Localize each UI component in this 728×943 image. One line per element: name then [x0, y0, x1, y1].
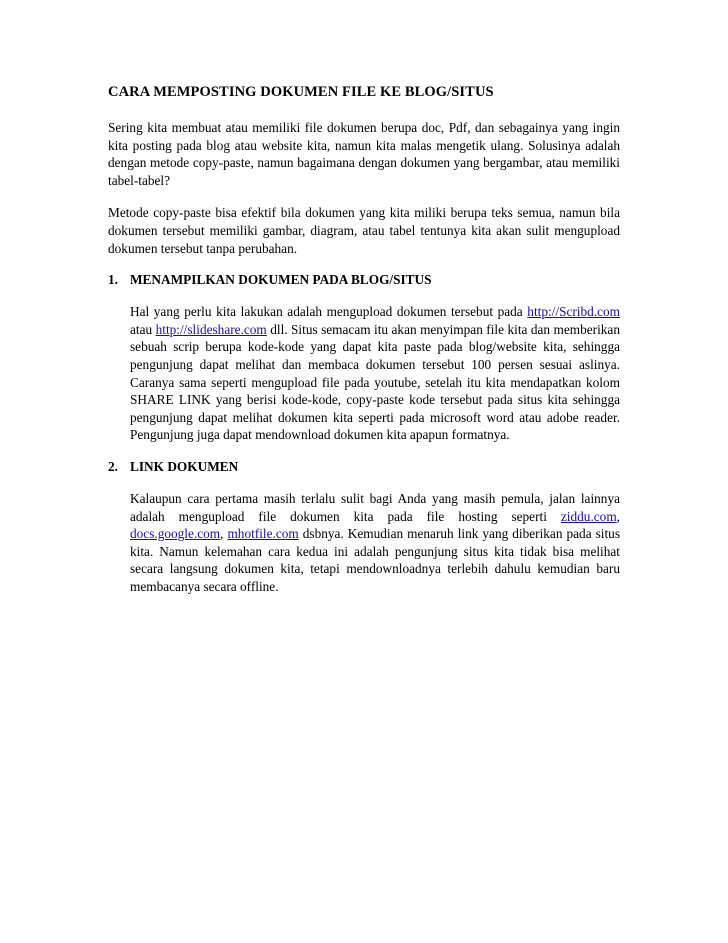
intro-paragraph-1: Sering kita membuat atau memiliki file dokumen berupa doc, Pdf, dan sebagainya yang ingin kita posting pada blog atau website kita, namun kita malas mengetik ulang. Solusinya adalah dengan metode copy-paste, namun bagaimana dengan dokumen yang bergambar, atau memiliki tabel-tabel? [108, 120, 620, 188]
section-1-title: MENAMPILKAN DOKUMEN PADA BLOG/SITUS [130, 272, 432, 288]
section-2-number: 2. [108, 458, 118, 474]
section-2-sep-1: , [616, 508, 620, 524]
mhotfile-link[interactable]: mhotfile.com [227, 526, 299, 542]
section-1-text-mid: atau [130, 321, 156, 337]
section-1-body [108, 303, 620, 444]
scribd-link[interactable]: http://Scribd.com [527, 304, 620, 320]
section-1-heading [108, 272, 620, 288]
section-2-title: LINK DOKUMEN [130, 458, 239, 474]
section-2-text-before: Kalaupun cara pertama masih terlalu sulit bagi Anda yang masih pemula, jalan lainnya adalah mengupload file dokumen kita pada file hosting seperti [130, 490, 620, 524]
document-title: CARA MEMPOSTING DOKUMEN FILE KE BLOG/SITUS [108, 84, 494, 100]
docs-google-link[interactable]: docs.google.com [130, 526, 221, 542]
slideshare-link[interactable]: http://slideshare.com [155, 321, 267, 337]
ziddu-link[interactable]: ziddu.com [560, 508, 617, 524]
section-1-number: 1. [108, 272, 118, 288]
section-1-text-before: Hal yang perlu kita lakukan adalah mengupload dokumen tersebut pada [130, 304, 528, 320]
section-2-body [108, 490, 620, 596]
section-2-text-after: dsbnya. Kemudian menaruh link yang diberikan pada situs kita. Namun kelemahan cara kedua ini adalah pengunjung situs kita tidak bisa melihat secara langsung dokumen kita, tetapi mendownloadnya terlebih dahulu kemudian baru membacanya secara offline. [130, 526, 620, 594]
section-2-heading [108, 459, 620, 475]
section-2-sep-2: , [220, 526, 228, 542]
section-1-text-after: dll. Situs semacam itu akan menyimpan file kita dan memberikan sebuah scrip berupa kode-kode yang dapat kita paste pada blog/website kita, sehingga pengunjung dapat melihat dan membaca dokumen tersebut 100 persen sesuai aslinya. Caranya sama seperti mengupload file pada youtube, setelah itu kita mendapatkan kolom SHARE LINK yang berisi kode-kode, copy-paste kode tersebut pada situs kita sehingga pengunjung dapat melihat dokumen kita seperti pada microsoft word atau adobe reader. Pengunjung juga dapat mendownload dokumen kita apapun formatnya. [130, 321, 620, 443]
intro-paragraph-2: Metode copy-paste bisa efektif bila dokumen yang kita miliki berupa teks semua, namun bila dokumen tersebut memiliki gambar, diagram, atau tabel tentunya kita akan sulit mengupload dokumen tersebut tanpa perubahan. [108, 205, 620, 256]
